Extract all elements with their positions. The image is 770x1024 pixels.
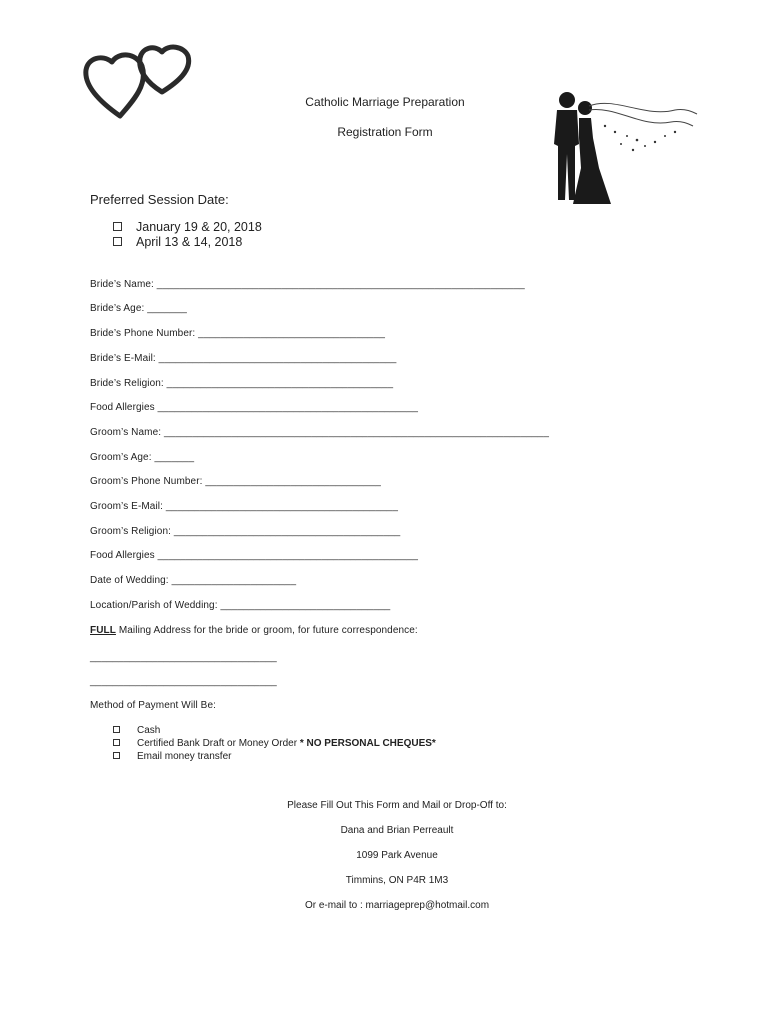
session-heading: Preferred Session Date:: [90, 192, 229, 207]
payment-option-cash[interactable]: Cash: [113, 725, 160, 736]
payment-heading: Method of Payment Will Be:: [90, 700, 216, 711]
footer-street: 1099 Park Avenue: [356, 850, 438, 861]
mailing-address-line-2[interactable]: _________________________________: [90, 676, 277, 687]
session-option-2[interactable]: April 13 & 14, 2018: [113, 235, 242, 249]
footer-name: Dana and Brian Perreault: [340, 825, 454, 836]
wedding-location-field[interactable]: Location/Parish of Wedding: ______________________________: [90, 600, 391, 611]
brides-age-field[interactable]: Bride’s Age: _______: [90, 303, 187, 314]
checkbox[interactable]: [113, 237, 122, 246]
brides-religion-field[interactable]: Bride’s Religion: ________________________________________: [90, 378, 394, 389]
session-option-1[interactable]: January 19 & 20, 2018: [113, 220, 262, 234]
checkbox[interactable]: [113, 222, 122, 231]
payment-option-etransfer[interactable]: Email money transfer: [113, 751, 231, 762]
grooms-age-field[interactable]: Groom’s Age: _______: [90, 452, 195, 463]
grooms-name-field[interactable]: Groom’s Name: ____________________________________________________________________: [90, 427, 549, 438]
form-title: Catholic Marriage Preparation: [305, 95, 465, 109]
brides-name-field[interactable]: Bride’s Name: _________________________________________________________________: [90, 279, 525, 290]
brides-phone-field[interactable]: Bride’s Phone Number: _________________________________: [90, 328, 386, 339]
mailing-address-label: FULL Mailing Address for the bride or groom, for future correspondence:: [90, 625, 418, 636]
wedding-date-field[interactable]: Date of Wedding: ______________________: [90, 575, 297, 586]
grooms-religion-field[interactable]: Groom’s Religion: ________________________________________: [90, 526, 401, 537]
grooms-phone-field[interactable]: Groom’s Phone Number: _______________________________: [90, 476, 381, 487]
checkbox[interactable]: [113, 739, 120, 746]
checkbox[interactable]: [113, 726, 120, 733]
grooms-email-field[interactable]: Groom’s E-Mail: _________________________________________: [90, 501, 398, 512]
mailing-address-line-1[interactable]: _________________________________: [90, 652, 277, 663]
footer-instructions: Please Fill Out This Form and Mail or Drop-Off to:: [287, 800, 507, 811]
footer-email: Or e-mail to : marriageprep@hotmail.com: [304, 900, 490, 911]
footer-city: Timmins, ON P4R 1M3: [345, 875, 449, 886]
brides-food-allergies-field[interactable]: Food Allergies ______________________________________________: [90, 402, 419, 413]
form-subtitle: Registration Form: [337, 125, 433, 139]
grooms-food-allergies-field[interactable]: Food Allergies ______________________________________________: [90, 550, 419, 561]
payment-option-draft[interactable]: Certified Bank Draft or Money Order * NO PERSONAL CHEQUES*: [113, 738, 436, 749]
brides-email-field[interactable]: Bride’s E-Mail: __________________________________________: [90, 353, 397, 364]
checkbox[interactable]: [113, 752, 120, 759]
